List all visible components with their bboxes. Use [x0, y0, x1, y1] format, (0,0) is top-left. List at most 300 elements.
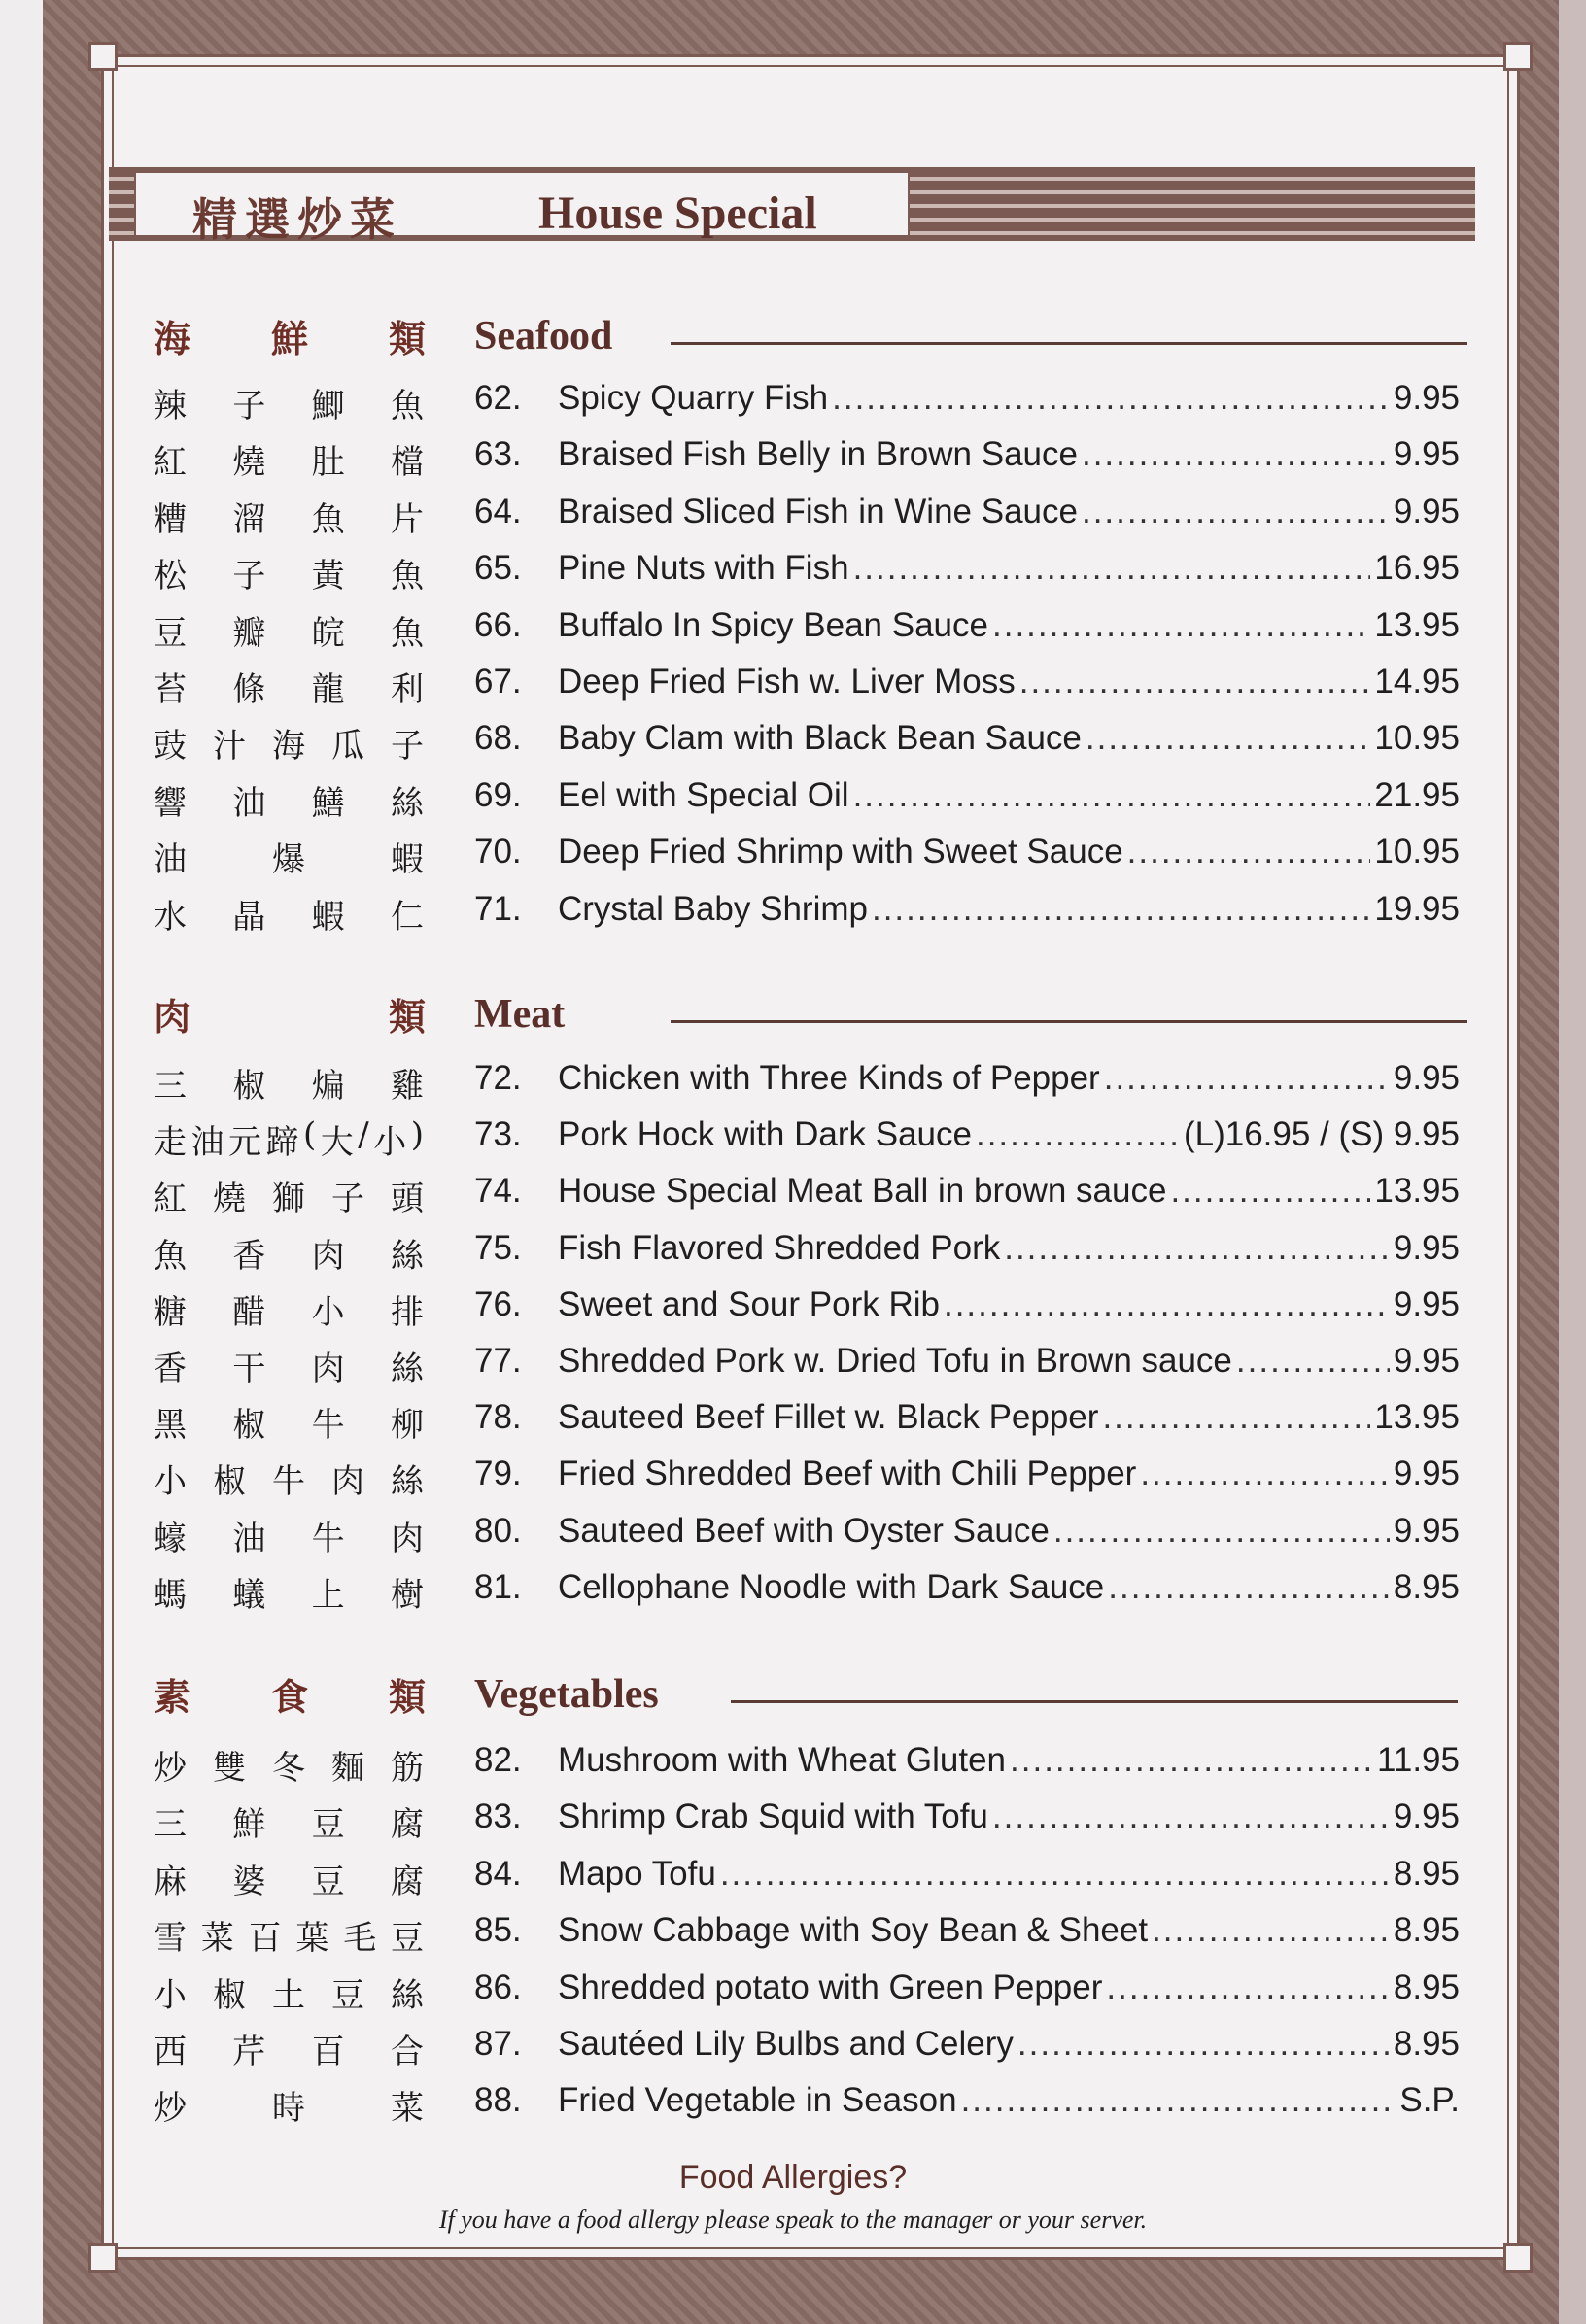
chinese-char: 婆 [232, 1863, 266, 1901]
menu-item [146, 545, 1467, 601]
chinese-char: 筋 [391, 1749, 424, 1788]
menu-item [146, 886, 1467, 942]
chinese-char: 蟻 [232, 1576, 266, 1615]
section-header-meat [146, 987, 1467, 1045]
item-line [558, 549, 1460, 588]
item-price: 8.95 [1393, 1968, 1460, 2006]
item-number: 88. [474, 2081, 522, 2119]
item-price: 10.95 [1374, 719, 1460, 757]
chinese-char: 片 [390, 500, 424, 539]
banner-title-chinese: 精選炒菜 [192, 193, 402, 246]
item-number: 82. [474, 1741, 522, 1779]
item-line [558, 663, 1460, 701]
item-name-chinese [154, 890, 424, 938]
dot-leader [1152, 1911, 1390, 1950]
chinese-char: 魚 [390, 614, 424, 653]
chinese-char: 魚 [390, 387, 424, 426]
chinese-char: 菜 [391, 2089, 424, 2128]
menu-item [146, 1794, 1467, 1850]
chinese-char: ( [303, 1115, 317, 1154]
item-name-chinese [154, 1454, 424, 1502]
chinese-char: 類 [388, 1675, 426, 1719]
item-line [558, 2081, 1460, 2120]
item-number: 71. [474, 890, 522, 928]
chinese-char: 子 [391, 727, 424, 766]
section-rule [671, 342, 1467, 345]
dot-leader [1019, 663, 1371, 701]
item-number: 75. [474, 1229, 522, 1267]
item-number: 77. [474, 1342, 522, 1380]
section-title-chinese [154, 987, 426, 1041]
chinese-char: 檔 [390, 443, 424, 482]
chinese-char: 燒 [232, 443, 266, 482]
item-price: 9.95 [1393, 379, 1460, 417]
dot-leader [976, 1115, 1180, 1154]
chinese-char: 子 [331, 1179, 364, 1218]
item-line [558, 1741, 1460, 1780]
item-price: 8.95 [1393, 2025, 1460, 2063]
chinese-char: 子 [232, 557, 266, 596]
menu-item [146, 1111, 1467, 1168]
banner-title-english: House Special [538, 188, 817, 239]
chinese-char: 小 [154, 1976, 187, 2015]
item-price: 9.95 [1393, 1342, 1460, 1380]
item-line [558, 1512, 1460, 1551]
item-line [558, 719, 1460, 758]
section-title-english: Vegetables [474, 1672, 659, 1717]
chinese-char: 排 [390, 1293, 424, 1332]
section-rule [731, 1700, 1458, 1703]
chinese-char: 魚 [390, 557, 424, 596]
chinese-char: 黑 [154, 1406, 187, 1445]
chinese-char: 菜 [200, 1919, 234, 1958]
item-line [558, 890, 1460, 929]
corner-ornament [1503, 2243, 1533, 2273]
menu-item [146, 1055, 1467, 1111]
chinese-char: 豆 [390, 1919, 424, 1958]
item-line [558, 606, 1460, 645]
chinese-char: 百 [248, 1919, 282, 1958]
item-price: 9.95 [1393, 1059, 1460, 1097]
chinese-char: 干 [232, 1350, 266, 1388]
dot-leader [720, 1855, 1390, 1894]
chinese-char: 合 [390, 2033, 424, 2071]
chinese-char: 炒 [154, 1749, 187, 1788]
item-number: 67. [474, 663, 522, 701]
item-name-english: Mapo Tofu [558, 1855, 716, 1893]
menu-item [146, 602, 1467, 659]
item-name-english: Shrimp Crab Squid with Tofu [558, 1797, 988, 1835]
dot-leader [1082, 435, 1390, 474]
item-number: 81. [474, 1568, 522, 1606]
item-price: 9.95 [1393, 435, 1460, 473]
item-name-chinese [154, 2081, 424, 2129]
chinese-char: 西 [154, 2033, 187, 2071]
banner-title-box [134, 171, 910, 246]
item-price: 10.95 [1374, 833, 1460, 871]
chinese-char: 豆 [331, 1976, 364, 2015]
menu-item [146, 1564, 1467, 1621]
chinese-char: 絲 [391, 1462, 424, 1501]
dot-leader [1053, 1512, 1390, 1551]
chinese-char: 肚 [311, 443, 345, 482]
item-number: 74. [474, 1172, 522, 1210]
chinese-char: / [358, 1115, 369, 1154]
chinese-char: 油 [190, 1123, 224, 1162]
chinese-char: 松 [154, 557, 187, 596]
chinese-char: 龍 [311, 670, 345, 709]
chinese-char: 燒 [213, 1179, 246, 1218]
item-name-english: Fried Shredded Beef with Chili Pepper [558, 1454, 1137, 1492]
item-number: 70. [474, 833, 522, 871]
chinese-char: 瓣 [232, 614, 266, 653]
chinese-char: 雞 [390, 1067, 424, 1106]
section-title-chinese [154, 309, 426, 362]
dot-leader [992, 1797, 1390, 1836]
item-name-english: Braised Fish Belly in Brown Sauce [558, 435, 1078, 473]
chinese-char: 海 [272, 727, 305, 766]
item-name-chinese [154, 549, 424, 597]
item-price: 9.95 [1393, 1454, 1460, 1492]
menu-item [146, 1394, 1467, 1451]
item-price: (L)16.95 / (S) 9.95 [1183, 1115, 1460, 1153]
chinese-char: 條 [232, 670, 266, 709]
item-name-english: Braised Sliced Fish in Wine Sauce [558, 493, 1078, 530]
chinese-char: 響 [154, 784, 187, 823]
item-price: 9.95 [1393, 1229, 1460, 1267]
item-name-chinese [154, 1968, 424, 2016]
item-line [558, 1911, 1460, 1950]
item-name-english: Sautéed Lily Bulbs and Celery [558, 2025, 1014, 2063]
dot-leader [944, 1285, 1390, 1324]
menu-item [146, 2077, 1467, 2134]
item-number: 73. [474, 1115, 522, 1153]
item-name-english: Pine Nuts with Fish [558, 549, 849, 587]
menu-item [146, 1338, 1467, 1394]
item-price: 8.95 [1393, 1911, 1460, 1949]
item-number: 86. [474, 1968, 522, 2006]
chinese-char: 肉 [311, 1350, 345, 1388]
dot-leader [1082, 493, 1390, 531]
item-name-english: Fried Vegetable in Season [558, 2081, 957, 2119]
chinese-char: 鮮 [270, 317, 308, 360]
item-name-english: Pork Hock with Dark Sauce [558, 1115, 972, 1153]
item-name-chinese [154, 1741, 424, 1789]
item-name-chinese [154, 1855, 424, 1902]
item-number: 87. [474, 2025, 522, 2063]
chinese-char: 元 [228, 1123, 261, 1162]
dot-leader [961, 2081, 1396, 2120]
menu-item [146, 772, 1467, 829]
item-number: 66. [474, 606, 522, 644]
chinese-char: 肉 [154, 995, 191, 1039]
item-line [558, 2025, 1460, 2064]
item-line [558, 1398, 1460, 1437]
item-name-chinese [154, 1398, 424, 1446]
item-name-chinese [154, 1797, 424, 1845]
chinese-char: 豆 [154, 614, 187, 653]
chinese-char: 黃 [311, 557, 345, 596]
item-number: 72. [474, 1059, 522, 1097]
chinese-char: 頭 [391, 1179, 424, 1218]
chinese-char: 蝦 [311, 898, 345, 937]
chinese-char: 辣 [154, 387, 187, 426]
corner-ornament [1503, 42, 1533, 71]
menu-item [146, 431, 1467, 488]
item-line [558, 493, 1460, 531]
chinese-char: 時 [272, 2089, 305, 2128]
item-number: 76. [474, 1285, 522, 1323]
menu-item [146, 1965, 1467, 2021]
menu-item [146, 1168, 1467, 1224]
chinese-char: 腐 [390, 1805, 424, 1844]
dot-leader [1108, 1568, 1390, 1607]
item-number: 80. [474, 1512, 522, 1550]
menu-item [146, 2021, 1467, 2077]
item-name-english: Shredded potato with Green Pepper [558, 1968, 1103, 2006]
item-number: 62. [474, 379, 522, 417]
chinese-char: 鯽 [311, 387, 345, 426]
item-line [558, 1285, 1460, 1324]
item-line [558, 776, 1460, 815]
item-number: 83. [474, 1797, 522, 1835]
item-line [558, 379, 1460, 418]
item-price: 13.95 [1374, 1398, 1460, 1436]
item-line [558, 1229, 1460, 1268]
corner-ornament [88, 2243, 118, 2273]
section-rule [671, 1020, 1467, 1023]
dot-leader [1010, 1741, 1373, 1780]
item-name-chinese [154, 1172, 424, 1219]
item-name-chinese [154, 1342, 424, 1389]
item-price: 21.95 [1374, 776, 1460, 814]
chinese-char: 肉 [390, 1520, 424, 1558]
chinese-char: 爆 [272, 840, 305, 879]
chinese-char: 絲 [391, 1976, 424, 2015]
chinese-char: 土 [272, 1976, 305, 2015]
chinese-char: ) [410, 1115, 424, 1154]
dot-leader [872, 890, 1370, 929]
chinese-char: 炒 [154, 2089, 187, 2128]
chinese-char: 椒 [232, 1406, 266, 1445]
item-number: 78. [474, 1398, 522, 1436]
chinese-char: 雙 [213, 1749, 246, 1788]
allergy-title: Food Allergies? [678, 2159, 908, 2196]
chinese-char: 上 [311, 1576, 345, 1615]
item-number: 65. [474, 549, 522, 587]
chinese-char: 三 [154, 1805, 187, 1844]
item-name-chinese [154, 663, 424, 710]
item-name-english: Deep Fried Fish w. Liver Moss [558, 663, 1016, 701]
item-price: 13.95 [1374, 1172, 1460, 1210]
chinese-char: 魚 [154, 1237, 187, 1276]
item-name-chinese [154, 379, 424, 427]
item-price: 11.95 [1377, 1741, 1460, 1779]
item-number: 68. [474, 719, 522, 757]
item-price: 9.95 [1393, 493, 1460, 530]
item-line [558, 1059, 1460, 1098]
item-name-english: Baby Clam with Black Bean Sauce [558, 719, 1082, 757]
chinese-char: 樹 [390, 1576, 424, 1615]
chinese-char: 牛 [311, 1520, 345, 1558]
chinese-char: 大 [320, 1123, 354, 1162]
chinese-char: 紅 [154, 443, 187, 482]
allergy-note: If you have a food allergy please speak to the manager or your server. [438, 2205, 1148, 2234]
item-name-chinese [154, 435, 424, 483]
dot-leader [1004, 1229, 1390, 1268]
menu-item [146, 1282, 1467, 1338]
section-title-english: Meat [474, 992, 566, 1037]
chinese-char: 小 [311, 1293, 345, 1332]
item-line [558, 435, 1460, 474]
dot-leader [1236, 1342, 1390, 1381]
item-name-english: Spicy Quarry Fish [558, 379, 829, 417]
section-title-chinese [154, 1667, 426, 1721]
dot-leader [992, 606, 1370, 645]
chinese-char: 小 [373, 1123, 407, 1162]
chinese-char: 冬 [272, 1749, 305, 1788]
item-number: 84. [474, 1855, 522, 1893]
dot-leader [1106, 1968, 1389, 2007]
dot-leader [1086, 719, 1371, 758]
section-header-vegetables [146, 1667, 1467, 1726]
menu-item [146, 1737, 1467, 1794]
item-name-chinese [154, 1229, 424, 1277]
item-name-english: Shredded Pork w. Dried Tofu in Brown sauce [558, 1342, 1232, 1380]
menu-item [146, 1451, 1467, 1507]
item-name-english: Sauteed Beef Fillet w. Black Pepper [558, 1398, 1099, 1436]
chinese-char: 牛 [311, 1406, 345, 1445]
item-price: 9.95 [1393, 1797, 1460, 1835]
item-name-chinese [154, 1059, 424, 1107]
item-name-english: Snow Cabbage with Soy Bean & Sheet [558, 1911, 1149, 1949]
menu-item [146, 715, 1467, 771]
chinese-char: 食 [270, 1675, 308, 1719]
item-number: 63. [474, 435, 522, 473]
chinese-char: 麵 [331, 1749, 364, 1788]
chinese-char: 螞 [154, 1576, 187, 1615]
chinese-char: 糖 [154, 1293, 187, 1332]
chinese-char: 豆 [311, 1863, 345, 1901]
chinese-char: 走 [154, 1123, 187, 1162]
item-name-chinese [154, 833, 424, 880]
section-title-english: Seafood [474, 314, 613, 359]
item-name-english: Sauteed Beef with Oyster Sauce [558, 1512, 1050, 1550]
page-edge [1559, 0, 1586, 2324]
chinese-char: 類 [388, 995, 426, 1039]
chinese-char: 利 [390, 670, 424, 709]
item-name-english: Mushroom with Wheat Gluten [558, 1741, 1007, 1779]
item-number: 64. [474, 493, 522, 530]
item-name-chinese [154, 1285, 424, 1333]
chinese-char: 油 [232, 1520, 266, 1558]
chinese-char: 糟 [154, 500, 187, 539]
item-name-english: Crystal Baby Shrimp [558, 890, 868, 928]
item-line [558, 1115, 1460, 1154]
item-name-chinese [154, 2025, 424, 2072]
menu-item [146, 1508, 1467, 1564]
chinese-char: 麻 [154, 1863, 187, 1901]
menu-item [146, 659, 1467, 715]
chinese-char: 水 [154, 898, 187, 937]
chinese-char: 小 [154, 1462, 187, 1501]
chinese-char: 蠔 [154, 1520, 187, 1558]
item-name-english: Buffalo In Spicy Bean Sauce [558, 606, 988, 644]
menu-item [146, 1225, 1467, 1282]
item-name-english: Cellophane Noodle with Dark Sauce [558, 1568, 1105, 1606]
chinese-char: 百 [311, 2033, 345, 2071]
item-name-english: Fish Flavored Shredded Pork [558, 1229, 1001, 1267]
dot-leader [1127, 833, 1371, 872]
dot-leader [1104, 1059, 1390, 1098]
item-name-chinese [154, 1911, 424, 1959]
item-name-english: House Special Meat Ball in brown sauce [558, 1172, 1167, 1210]
chinese-char: 紅 [154, 1179, 187, 1218]
chinese-char: 蹄 [265, 1123, 299, 1162]
chinese-char: 香 [154, 1350, 187, 1388]
item-price: 16.95 [1374, 549, 1460, 587]
menu-item [146, 1907, 1467, 1964]
chinese-char: 香 [232, 1237, 266, 1276]
dot-leader [853, 776, 1371, 815]
item-number: 85. [474, 1911, 522, 1949]
chinese-char: 椒 [213, 1976, 246, 2015]
item-name-chinese [154, 606, 424, 654]
item-name-chinese [154, 1568, 424, 1616]
chinese-char: 絲 [390, 1237, 424, 1276]
page-banner [109, 167, 1475, 246]
chinese-char: 肉 [311, 1237, 345, 1276]
item-price: 8.95 [1393, 1568, 1460, 1606]
item-line [558, 1342, 1460, 1381]
item-line [558, 1454, 1460, 1493]
item-price: 9.95 [1393, 1512, 1460, 1550]
chinese-char: 晶 [232, 898, 266, 937]
corner-ornament [88, 42, 118, 71]
item-name-chinese [154, 493, 424, 540]
chinese-char: 豉 [154, 727, 187, 766]
chinese-char: 腐 [390, 1863, 424, 1901]
chinese-char: 醋 [232, 1293, 266, 1332]
item-line [558, 833, 1460, 872]
item-name-english: Chicken with Three Kinds of Pepper [558, 1059, 1100, 1097]
item-line [558, 1797, 1460, 1836]
item-number: 69. [474, 776, 522, 814]
chinese-char: 煸 [311, 1067, 345, 1106]
item-price: 19.95 [1374, 890, 1460, 928]
item-name-english: Deep Fried Shrimp with Sweet Sauce [558, 833, 1123, 871]
item-name-chinese [154, 719, 424, 767]
chinese-char: 海 [154, 317, 191, 360]
item-name-english: Sweet and Sour Pork Rib [558, 1285, 940, 1323]
chinese-char: 皖 [311, 614, 345, 653]
chinese-char: 仁 [390, 898, 424, 937]
chinese-char: 芹 [232, 2033, 266, 2071]
chinese-char: 柳 [390, 1406, 424, 1445]
chinese-char: 椒 [232, 1067, 266, 1106]
chinese-char: 類 [388, 317, 426, 360]
item-name-chinese [154, 1115, 424, 1163]
item-price: 9.95 [1393, 1285, 1460, 1323]
item-line [558, 1855, 1460, 1894]
dot-leader [1017, 2025, 1390, 2064]
chinese-char: 絲 [390, 784, 424, 823]
chinese-char: 油 [154, 840, 187, 879]
dot-leader [832, 379, 1390, 418]
item-line [558, 1172, 1460, 1211]
menu-item [146, 375, 1467, 431]
chinese-char: 鱔 [311, 784, 345, 823]
